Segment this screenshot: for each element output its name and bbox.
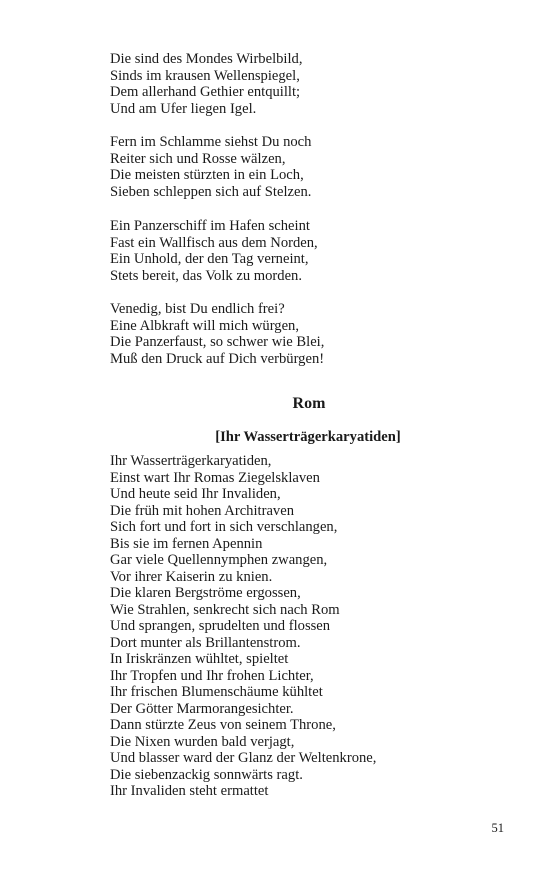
verse-line: Ihr Wasserträgerkaryatiden, <box>110 453 272 469</box>
verse-line: Vor ihrer Kaiserin zu knien. <box>110 568 273 585</box>
verse-line: Der Götter Marmorangesichter. <box>110 700 294 717</box>
verse-line: Venedig, bist Du endlich frei? <box>110 301 285 317</box>
verse-line: Muß den Druck auf Dich verbürgen! <box>110 350 325 367</box>
verse-line: Die Nixen wurden bald verjagt, <box>110 733 295 750</box>
verse-line: Ein Panzerschiff im Hafen scheint <box>110 218 310 234</box>
verse-line: In Iriskränzen wühltet, spieltet <box>110 651 289 667</box>
verse-line: Sich fort und fort in sich verschlangen, <box>110 519 338 535</box>
verse-line: Und blasser ward der Glanz der Weltenkrone, <box>110 750 377 766</box>
verse-line: Und am Ufer liegen Igel. <box>110 100 257 117</box>
verse-line: Sinds im krausen Wellenspiegel, <box>110 67 300 84</box>
verse-line: Die sind des Mondes Wirbelbild, <box>110 51 303 67</box>
section-title: Rom <box>292 395 326 412</box>
page-number: 51 <box>491 821 504 835</box>
verse-line: Dort munter als Brillantenstrom. <box>110 634 301 651</box>
poem-body <box>110 453 376 800</box>
verse-line: Dem allerhand Gethier entquillt; <box>110 84 301 100</box>
verse-line: Die meisten stürzten in ein Loch, <box>110 167 304 183</box>
verse-line: Bis sie im fernen Apennin <box>110 535 263 552</box>
verse-line: Ein Unhold, der den Tag verneint, <box>110 251 309 267</box>
verse-line: Fast ein Wallfisch aus dem Norden, <box>110 234 318 251</box>
verse-line: Sieben schleppen sich auf Stelzen. <box>110 183 312 200</box>
verse-line: Die klaren Bergströme ergossen, <box>110 585 301 601</box>
verse-line: Und heute seid Ihr Invaliden, <box>110 486 281 502</box>
verse-line: Wie Strahlen, senkrecht sich nach Rom <box>110 601 340 618</box>
verse-line: Dann stürzte Zeus von seinem Throne, <box>110 717 336 733</box>
verse-line: Die Panzerfaust, so schwer wie Blei, <box>110 334 325 350</box>
verse-line: Stets bereit, das Volk zu morden. <box>110 267 302 284</box>
stanza <box>110 134 311 200</box>
stanza <box>110 301 324 367</box>
verse-line: Die siebenzackig sonnwärts ragt. <box>110 766 303 783</box>
poem-title: [Ihr Wasserträgerkaryatiden] <box>215 429 401 445</box>
stanza <box>110 218 318 284</box>
verse-line: Und sprangen, sprudelten und flossen <box>110 618 331 634</box>
verse-line: Eine Albkraft will mich würgen, <box>110 317 300 334</box>
verse-line: Ihr Tropfen und Ihr frohen Lichter, <box>110 667 314 684</box>
verse-line: Einst wart Ihr Romas Ziegelsklaven <box>110 469 320 486</box>
verse-line: Die früh mit hohen Architraven <box>110 502 294 519</box>
verse-line: Fern im Schlamme siehst Du noch <box>110 134 312 150</box>
verse-line: Reiter sich und Rosse wälzen, <box>110 150 286 167</box>
verse-line: Gar viele Quellennymphen zwangen, <box>110 552 328 568</box>
verse-line: Ihr frischen Blumenschäume kühltet <box>110 684 323 700</box>
stanza <box>110 51 303 117</box>
verse-line: Ihr Invaliden steht ermattet <box>110 783 269 799</box>
